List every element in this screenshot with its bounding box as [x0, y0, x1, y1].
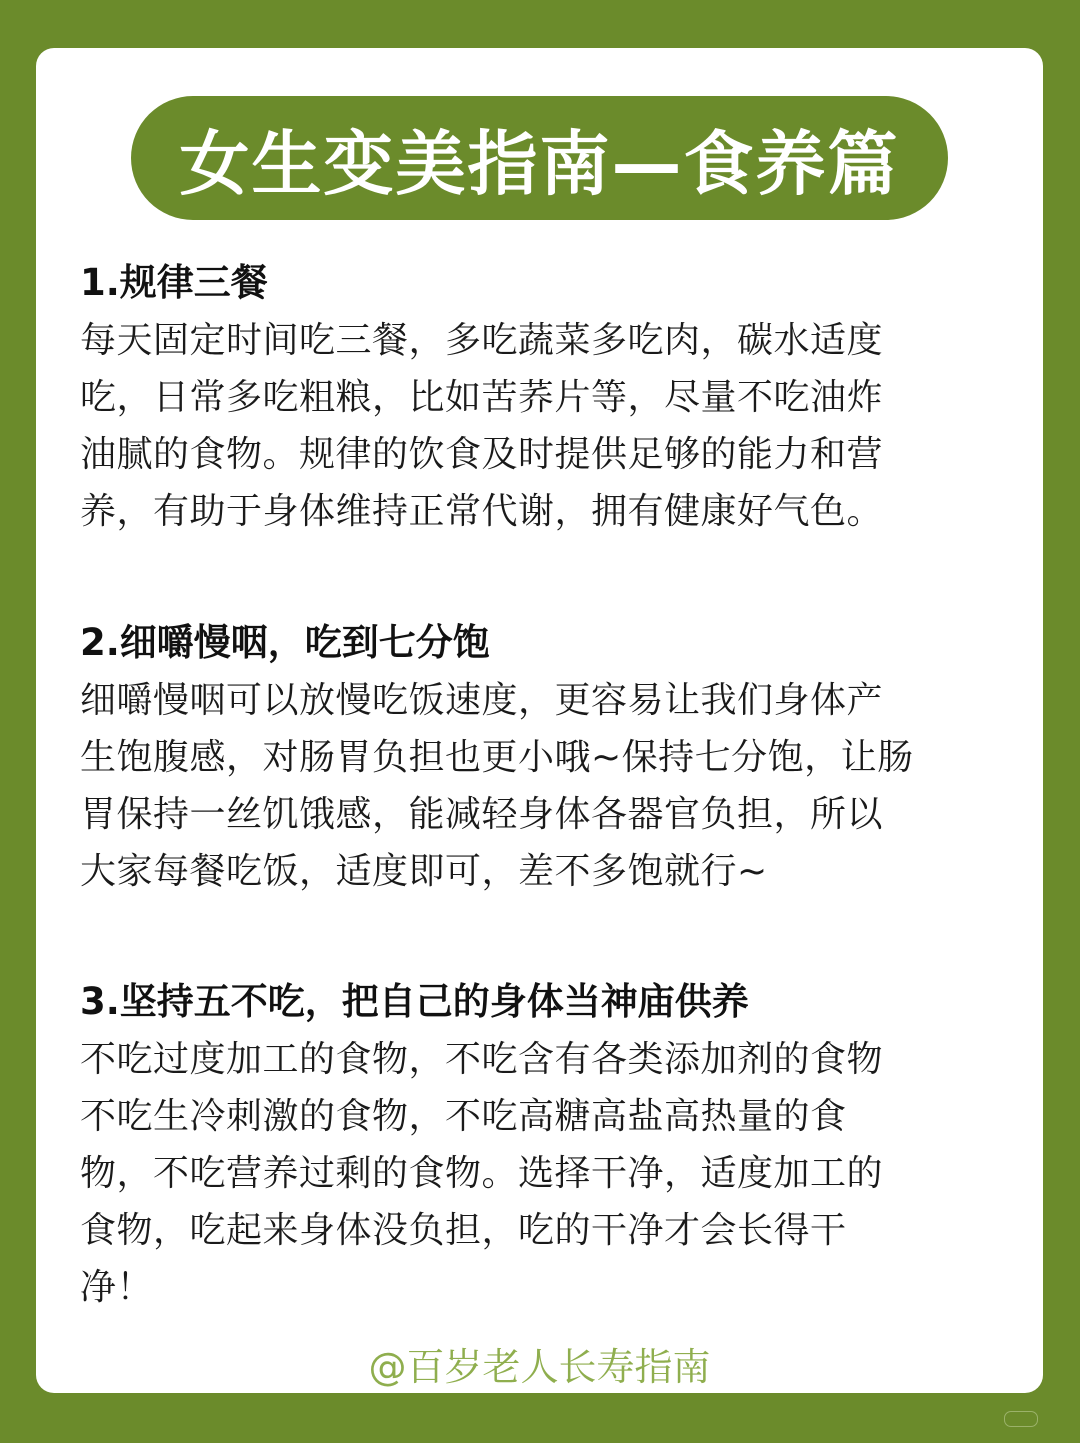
page-title: 女生变美指南—食养篇	[179, 122, 900, 205]
body-line: 大家每餐吃饭，适度即可，差不多饱就行~	[80, 851, 768, 892]
content-card	[36, 48, 1043, 1393]
section-five-nots	[80, 973, 1020, 1316]
section-heading: 1.规律三餐	[80, 261, 268, 304]
section-heading: 2.细嚼慢咽，吃到七分饱	[80, 621, 490, 664]
body-line: 每天固定时间吃三餐，多吃蔬菜多吃肉，碳水适度	[80, 320, 884, 361]
body-line: 油腻的食物。规律的饮食及时提供足够的能力和营	[80, 434, 884, 475]
body-line: 不吃过度加工的食物，不吃含有各类添加剂的食物	[80, 1039, 884, 1080]
author-handle: @百岁老人长寿指南	[368, 1345, 711, 1389]
body-line: 生饱腹感，对肠胃负担也更小哦~保持七分饱，让肠	[80, 737, 914, 778]
title-banner	[131, 96, 948, 220]
platform-watermark-icon	[1004, 1411, 1038, 1427]
section-body	[80, 312, 1020, 540]
section-regular-meals	[80, 254, 1020, 540]
body-line: 吃，日常多吃粗粮，比如苦荞片等，尽量不吃油炸	[80, 377, 884, 418]
body-line: 净！	[80, 1267, 154, 1308]
body-line: 食物，吃起来身体没负担，吃的干净才会长得干	[80, 1210, 847, 1251]
section-heading: 3.坚持五不吃，把自己的身体当神庙供养	[80, 980, 749, 1023]
body-line: 细嚼慢咽可以放慢吃饭速度，更容易让我们身体产	[80, 680, 884, 721]
section-chew-slowly	[80, 614, 1020, 900]
body-line: 物，不吃营养过剩的食物。选择干净，适度加工的	[80, 1153, 884, 1194]
body-line: 养，有助于身体维持正常代谢，拥有健康好气色。	[80, 491, 884, 532]
section-body	[80, 672, 1020, 900]
body-line: 不吃生冷刺激的食物，不吃高糖高盐高热量的食	[80, 1096, 847, 1137]
body-line: 胃保持一丝饥饿感，能减轻身体各器官负担，所以	[80, 794, 884, 835]
section-body	[80, 1031, 1020, 1316]
